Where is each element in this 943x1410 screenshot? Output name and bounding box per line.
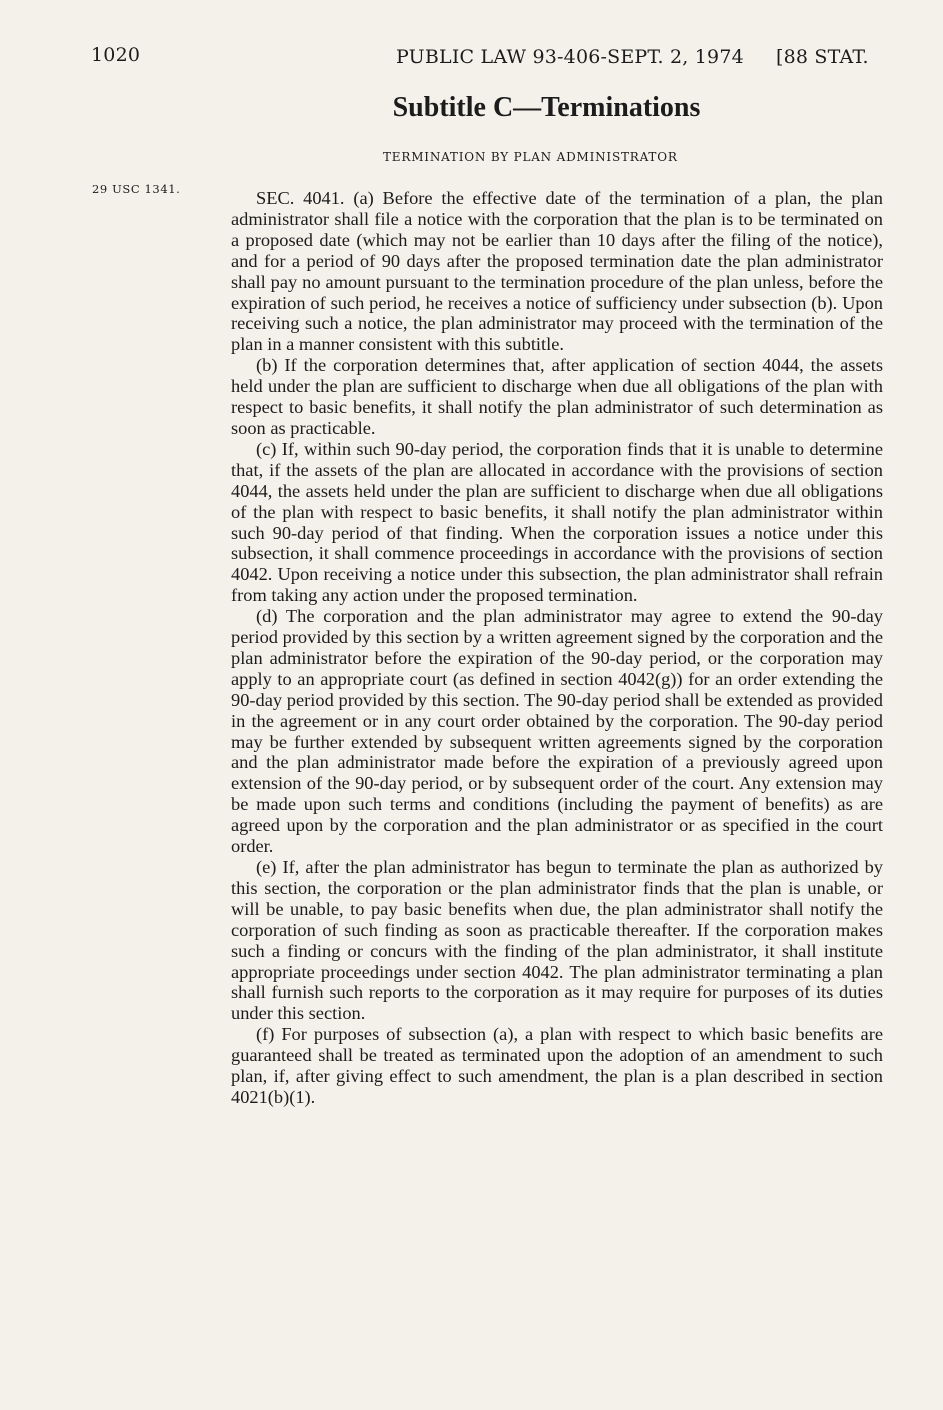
section-label: SEC. 4041.	[256, 188, 345, 208]
paragraph-a	[231, 188, 883, 355]
section-body	[231, 188, 883, 1108]
statute-reference: [88 STAT.	[776, 46, 869, 68]
paragraph-c: (c) If, within such 90-day period, the corporation finds that it is unable to determine that, if the assets of the plan are allocated in accordance with the provisions of section 4044, the assets held under the plan are sufficient to discharge when due all obligations of the plan with respect to basic benefits, it shall notify the plan administrator within such 90-day period of that finding. When the corporation issues a notice under this subsection, it shall commence proceedings in accordance with the provisions of section 4042. Upon receiving a notice under this subsection, the plan administrator shall refrain from taking any action under the proposed termination.	[231, 438, 883, 606]
paragraph-b: (b) If the corporation determines that, after application of section 4044, the assets held under the plan are sufficient to discharge when due all obligations of the plan with respect to basic benefits, it shall notify the plan administrator of such determination as soon as practicable.	[231, 355, 883, 438]
paragraph-d: (d) The corporation and the plan administrator may agree to extend the 90-day period provided by this section by a written agreement signed by the corporation and the plan administrator before the expiration of the 90-day period, or the corporation may apply to an appropriate court (as defined in section 4042(g)) for an order extending the 90-day period provided by this section. The 90-day period shall be extended as provided in the agreement or in any court order obtained by the corporation. The 90-day period may be further extended by subsequent written agreements signed by the corporation and the plan administrator made before the expiration of a previously agreed upon extension of the 90-day period, or by subsequent order of the court. Any extension may be made upon such terms and conditions (including the payment of benefits) as are agreed upon by the corporation and the plan administrator or as specified in the court order.	[231, 606, 883, 857]
section-heading: TERMINATION BY PLAN ADMINISTRATOR	[383, 150, 678, 164]
paragraph-f: (f) For purposes of subsection (a), a plan with respect to which basic benefits are guaranteed shall be treated as terminated upon the adoption of an amendment to such plan, if, after giving effect to such amendment, the plan is a plan described in section 4021(b)(1).	[231, 1024, 883, 1107]
page-header	[0, 44, 943, 74]
paragraph-e: (e) If, after the plan administrator has begun to terminate the plan as authorized by this section, the corporation or the plan administrator finds that the plan is unable, or will be unable, to pay basic benefits when due, the plan administrator shall notify the corporation of such finding as soon as practicable thereafter. If the corporation makes such a finding or concurs with the finding of the plan administrator, it shall institute appropriate proceedings under section 4042. The plan administrator terminating a plan shall furnish such reports to the corporation as it may require for purposes of its duties under this section.	[231, 857, 883, 1024]
subtitle-heading: Subtitle C—Terminations	[392, 92, 701, 123]
page-number: 1020	[91, 44, 141, 66]
paragraph-a-text: (a) Before the effective date of the termination of a plan, the plan administrator shall file a notice with the corporation that the plan is to be terminated on a proposed date (which may not be earlier than 10 days after the filing of the notice), and for a period of 90 days after the proposed termination date the plan administrator shall pay no amount pursuant to the termination procedure of the plan unless, before the expiration of such period, he receives a notice of sufficiency under subsection (b). Upon receiving such a notice, the plan administrator may proceed with the termination of the plan in a manner consistent with this subtitle.	[231, 188, 883, 355]
running-head: PUBLIC LAW 93-406-SEPT. 2, 1974	[396, 46, 744, 68]
margin-citation: 29 USC 1341.	[92, 182, 181, 196]
